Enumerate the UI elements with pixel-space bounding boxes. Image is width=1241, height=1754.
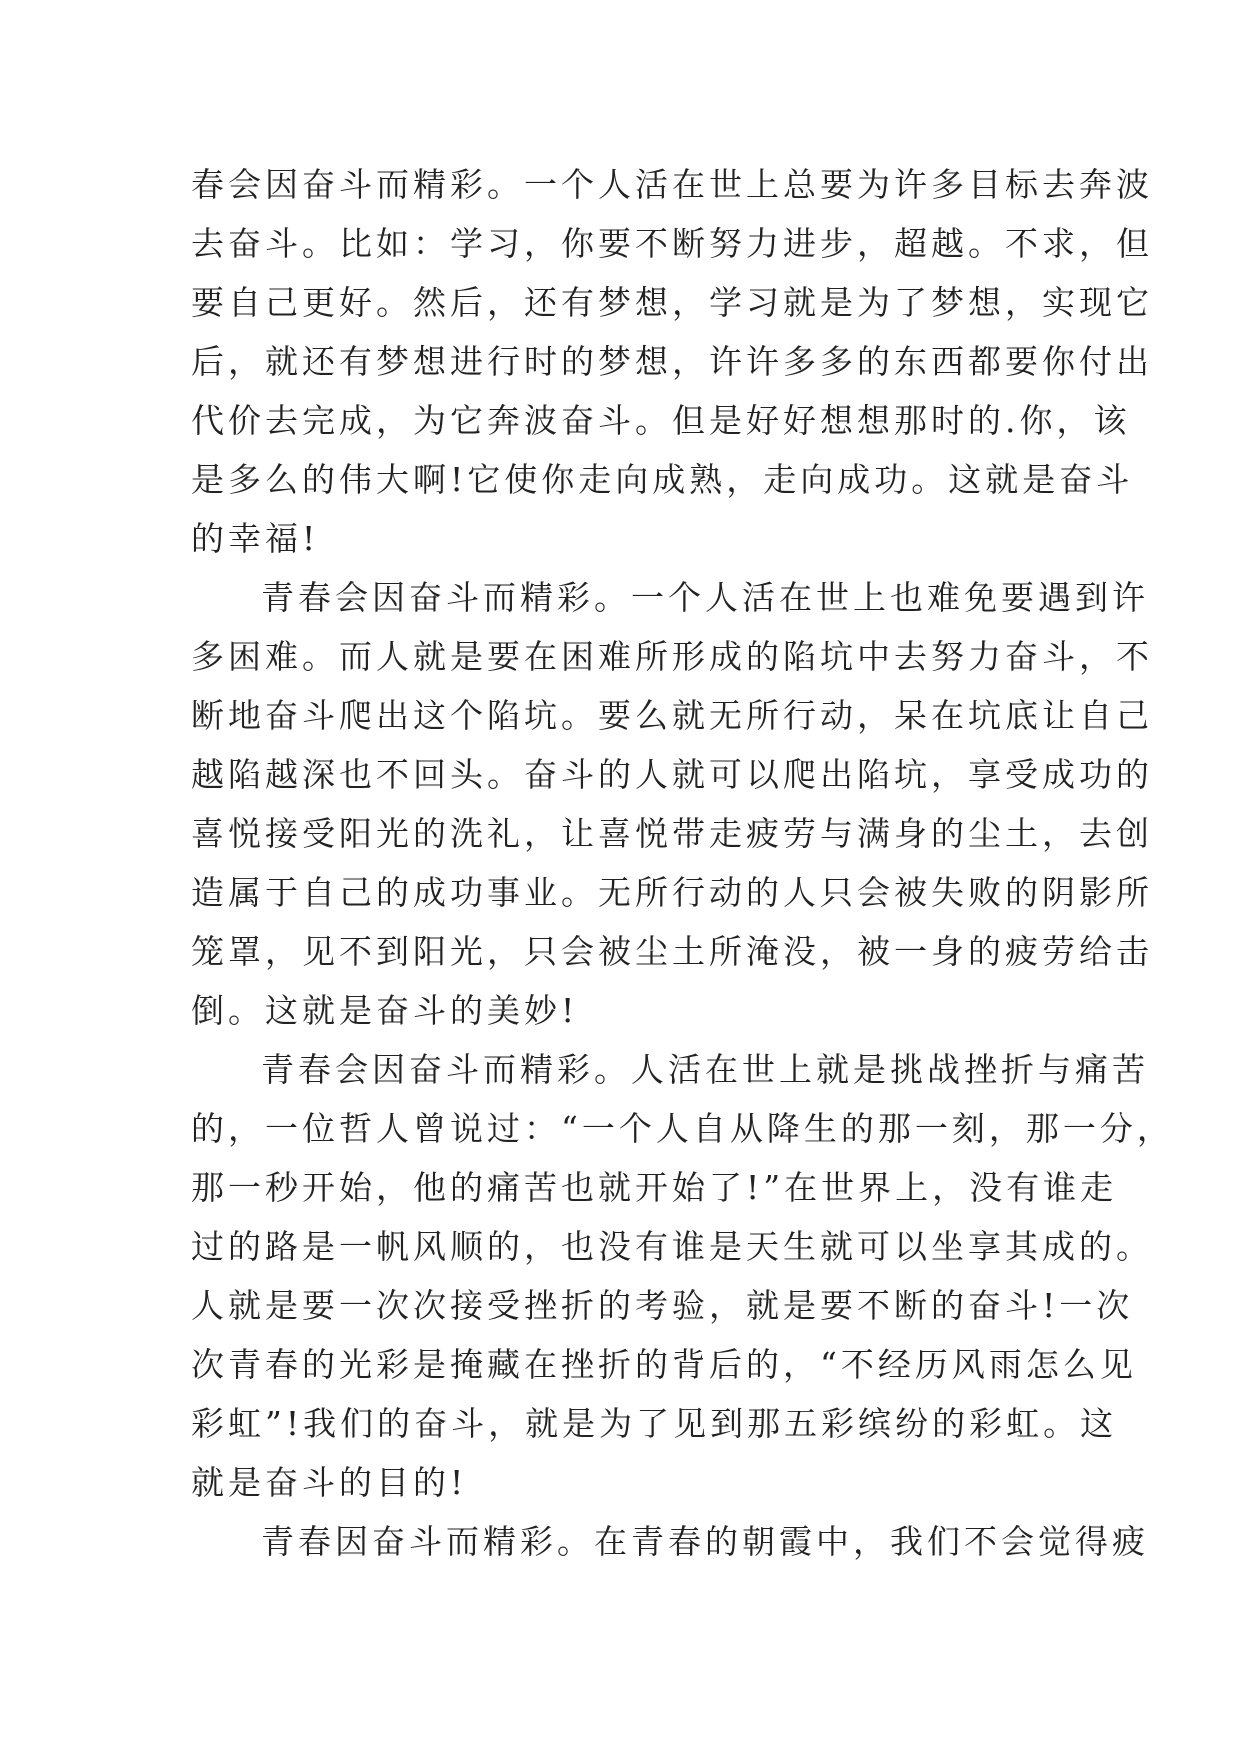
text-line: 青春会因奋斗而精彩。人活在世上就是挑战挫折与痛苦 <box>261 1050 1149 1089</box>
text-line: 后，就还有梦想进行时的梦想，许许多多的东西都要你付出 <box>191 342 1153 381</box>
text-line: 的幸福! <box>191 519 320 558</box>
text-line: 次青春的光彩是掩藏在挫折的背后的，“不经历风雨怎么见 <box>191 1345 1137 1384</box>
paragraph <box>191 1040 1174 1512</box>
text-line: 青春因奋斗而精彩。在青春的朝霞中，我们不会觉得疲 <box>261 1522 1149 1561</box>
text-line: 那一秒开始，他的痛苦也就开始了!”在世界上，没有谁走 <box>191 1168 1118 1207</box>
paragraph <box>191 155 1153 568</box>
text-line: 春会因奋斗而精彩。一个人活在世上总要为许多目标去奔波 <box>191 165 1153 204</box>
text-line: 造属于自己的成功事业。无所行动的人只会被失败的阴影所 <box>191 873 1153 912</box>
text-line: 代价去完成，为它奔波奋斗。但是好好想想那时的.你，该 <box>191 401 1131 440</box>
text-line: 倒。这就是奋斗的美妙! <box>191 991 579 1030</box>
document-body <box>191 155 1174 1571</box>
text-line: 笼罩，见不到阳光，只会被尘土所淹没，被一身的疲劳给击 <box>191 932 1153 971</box>
text-line: 就是奋斗的目的! <box>191 1463 468 1502</box>
text-line: 是多么的伟大啊!它使你走向成熟，走向成功。这就是奋斗 <box>191 460 1134 499</box>
text-line: 越陷越深也不回头。奋斗的人就可以爬出陷坑，享受成功的 <box>191 755 1153 794</box>
text-line: 的，一位哲人曾说过：“一个人自从降生的那一刻，那一分， <box>191 1109 1174 1148</box>
text-line: 多困难。而人就是要在困难所形成的陷坑中去努力奋斗，不 <box>191 637 1153 676</box>
text-line: 彩虹”!我们的奋斗，就是为了见到那五彩缤纷的彩虹。这 <box>191 1404 1118 1443</box>
text-line: 过的路是一帆风顺的，也没有谁是天生就可以坐享其成的。 <box>191 1227 1153 1266</box>
text-line: 人就是要一次次接受挫折的考验，就是要不断的奋斗!一次 <box>191 1286 1134 1325</box>
text-line: 断地奋斗爬出这个陷坑。要么就无所行动，呆在坑底让自己 <box>191 696 1153 735</box>
text-line: 要自己更好。然后，还有梦想，学习就是为了梦想，实现它 <box>191 283 1153 322</box>
text-line: 青春会因奋斗而精彩。一个人活在世上也难免要遇到许 <box>261 578 1149 617</box>
paragraph <box>191 1512 1149 1571</box>
text-line: 去奋斗。比如：学习，你要不断努力进步，超越。不求，但 <box>191 224 1153 263</box>
paragraph <box>191 568 1153 1040</box>
text-line: 喜悦接受阳光的洗礼，让喜悦带走疲劳与满身的尘土，去创 <box>191 814 1153 853</box>
